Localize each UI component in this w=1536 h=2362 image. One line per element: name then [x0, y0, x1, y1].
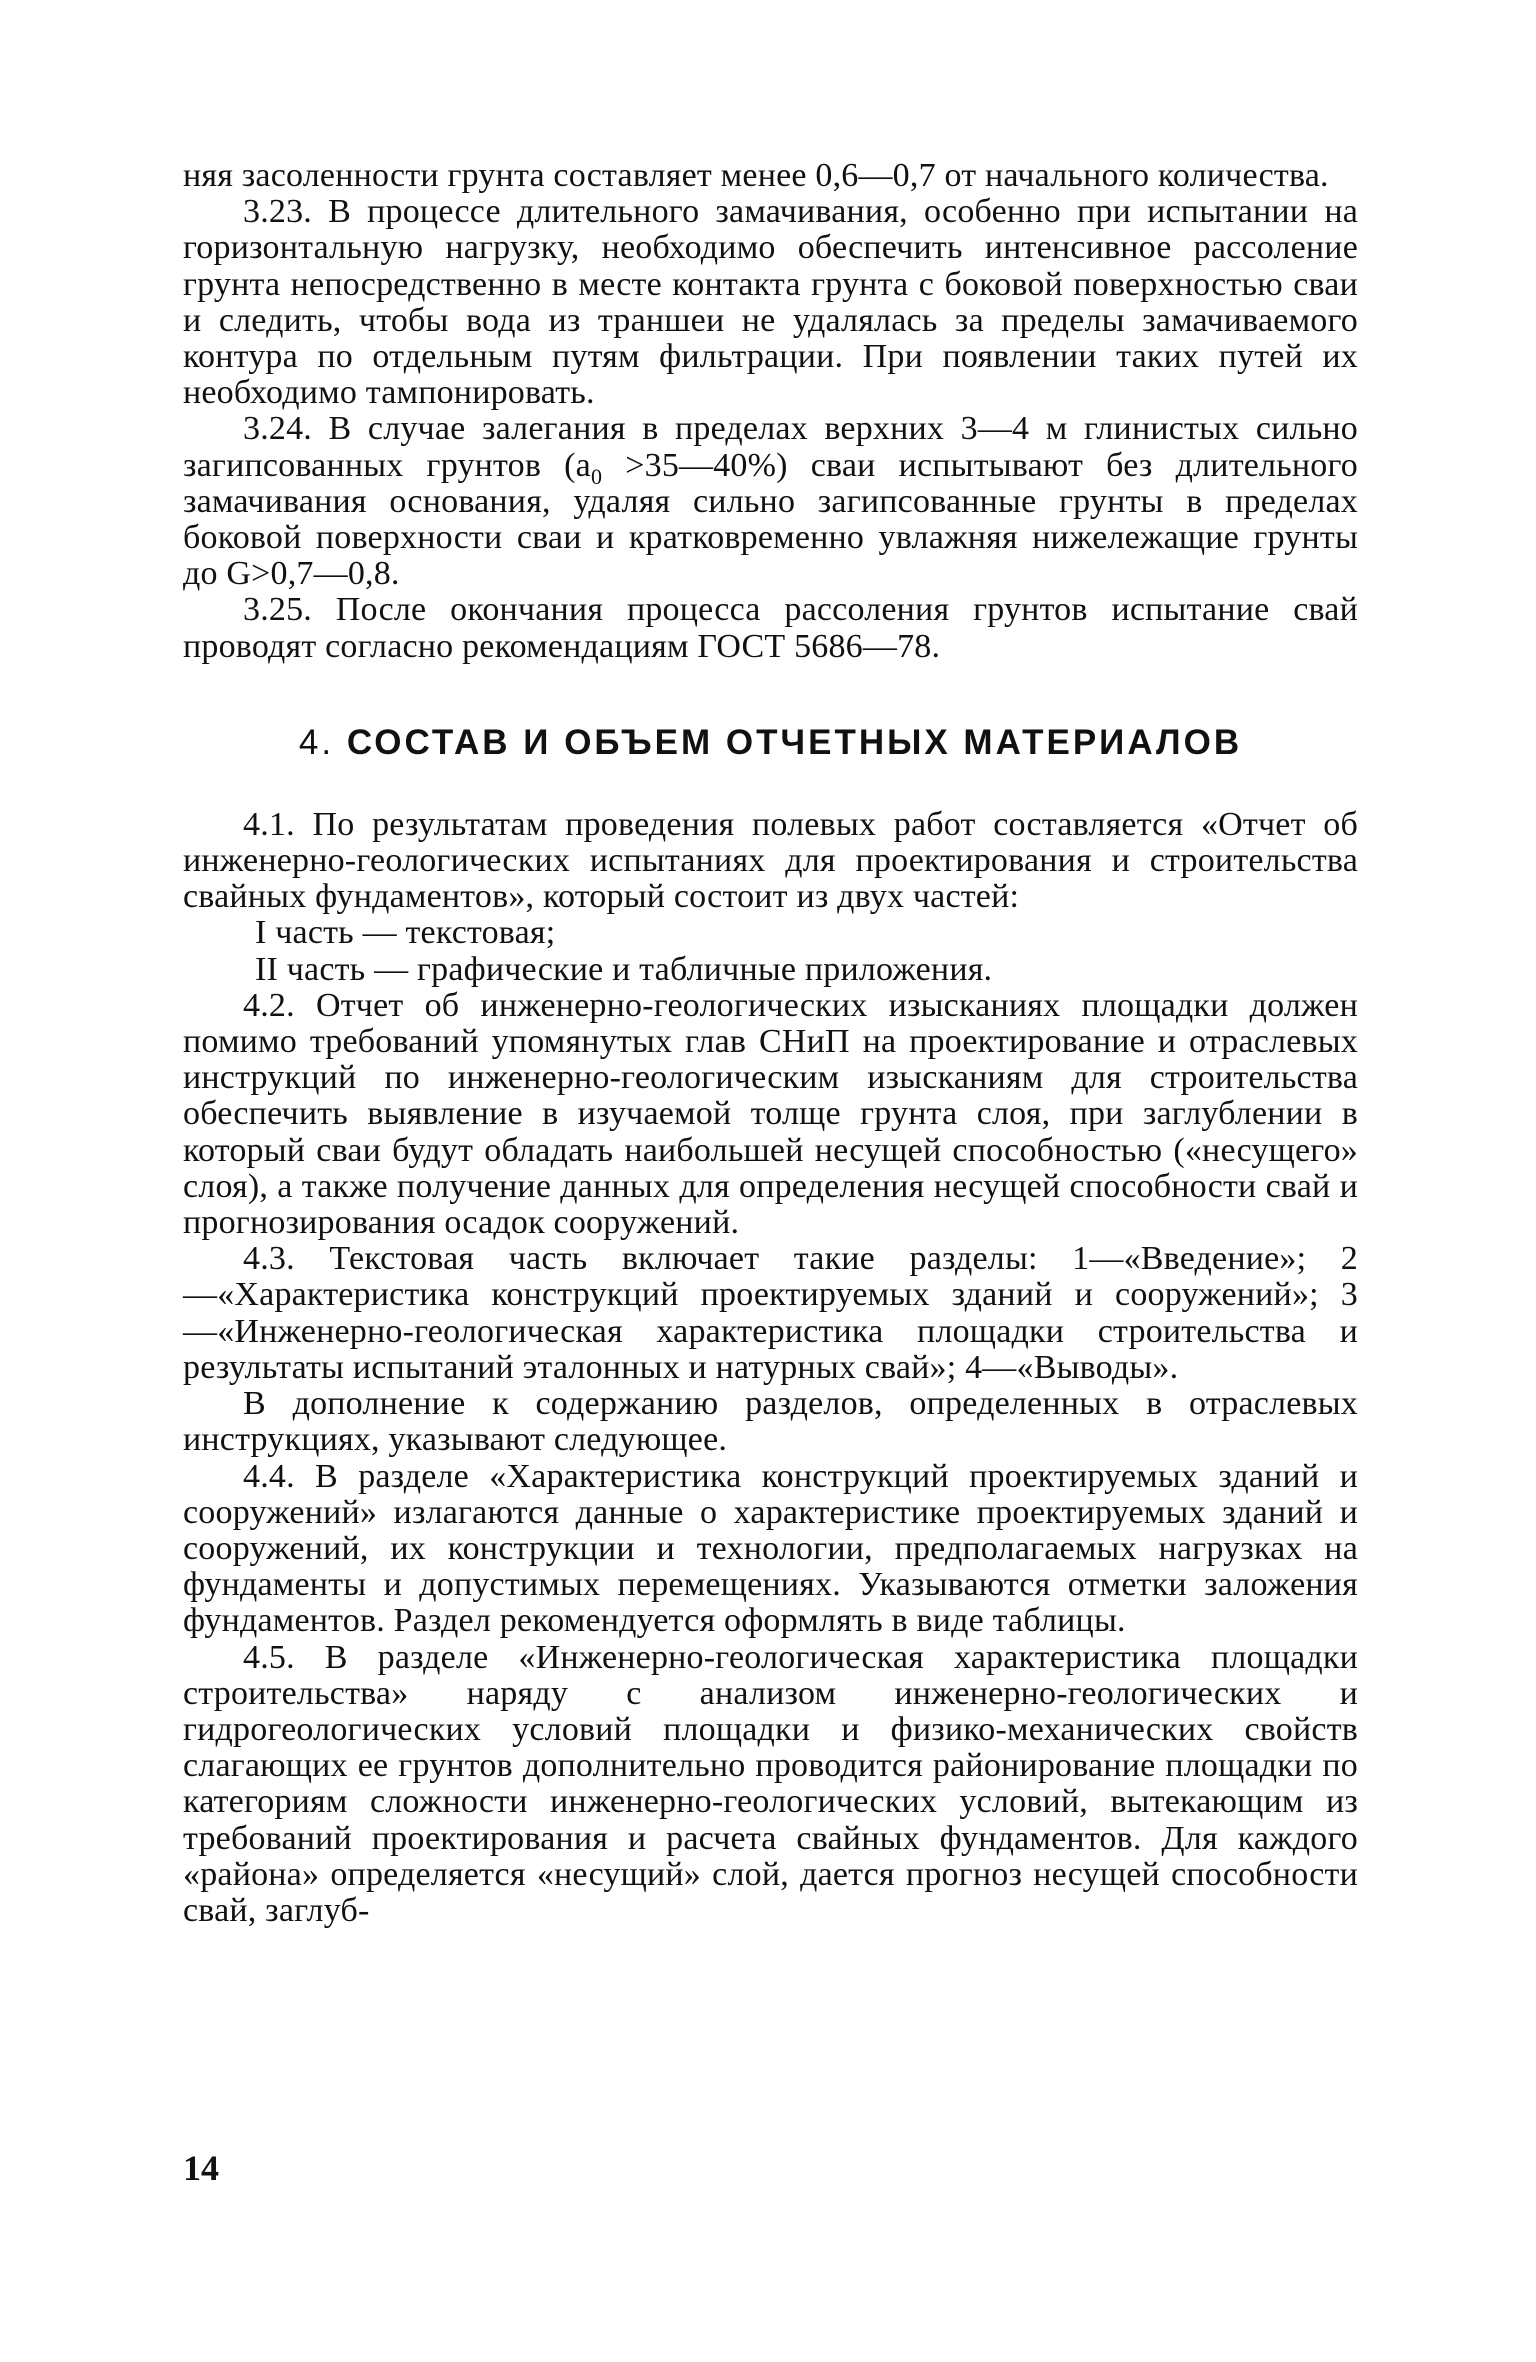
paragraph-3-23: 3.23. В процессе длительного замачивания, особенно при испытании на горизонтальную нагрузку, необходимо обеспечить интенсивное рассоление грунта непосредственно в месте контакта грунта с боковой поверхностью сваи и следить, чтобы вода из траншеи не удалялась за пределы замачиваемого контура по отдельным путям фильтрации. При появлении таких путей их необходимо тампонировать.	[183, 193, 1358, 412]
paragraph-4-2: 4.2. Отчет об инженерно-геологических изысканиях площадки должен помимо требований упомянутых глав СНиП на проектирование и отраслевых инструкций по инженерно-геологическим изысканиям для строительства обеспечить выявление в изучаемой толще грунта слоя, при заглублении в который сваи будут обладать наибольшей несущей способностью («несущего» слоя), а также получение данных для определения несущей способности свай и прогнозирования осадок сооружений.	[183, 986, 1358, 1242]
section-4-number: 4.	[298, 722, 335, 762]
part-2-line: II часть — графические и табличные приложения.	[255, 950, 993, 988]
paragraph-4-4: 4.4. В разделе «Характеристика конструкций проектируемых зданий и сооружений» излагаются данные о характеристике проектируемых зданий и сооружений, их конструкции и технологии, предполагаемых нагрузках на фундаменты и допустимых перемещениях. Указываются отметки заложения фундаментов. Раздел рекомендуется оформлять в виде таблицы.	[183, 1457, 1358, 1640]
part-1-line: I часть — текстовая;	[255, 914, 556, 952]
paragraph-3-24-part-a: 3.24. В случае залегания в пределах верхних 3—4 м глинистых сильно загипсованных грунтов (a	[183, 410, 1358, 484]
paragraph-4-3: 4.3. Текстовая часть включает такие разделы: 1—«Введение»; 2—«Характеристика конструкций проектируемых зданий и сооружений»; 3—«Инженерно-геологическая характеристика площадки строительства и результаты испытаний эталонных и натурных свай»; 4—«Выводы».	[183, 1240, 1358, 1386]
paragraph-continuation: няя засоленности грунта составляет менее 0,6—0,7 от начального количества.	[183, 157, 1329, 194]
page-body	[183, 158, 1358, 1929]
paragraph-3-24	[183, 411, 1358, 592]
paragraph-addition: В дополнение к содержанию разделов, определенных в отраслевых инструкциях, указывают следующее.	[183, 1385, 1358, 1459]
section-4-title: СОСТАВ И ОБЪЕМ ОТЧЕТНЫХ МАТЕРИАЛОВ	[346, 722, 1243, 762]
paragraph-4-1: 4.1. По результатам проведения полевых работ составляется «Отчет об инженерно-геологических испытаниях для проектирования и строительства свайных фундаментов», который состоит из двух частей:	[183, 805, 1358, 916]
paragraph-4-5: 4.5. В разделе «Инженерно-геологическая характеристика площадки строительства» наряду с анализом инженерно-геологических и гидрогеологических условий площадки и физико-механических свойств слагающих ее грунтов дополнительно проводится районирование площадки по категориям сложности инженерно-геологических условий, вытекающим из требований проектирования и расчета свайных фундаментов. Для каждого «района» определяется «несущий» слой, дается прогноз несущей способности свай, заглуб-	[183, 1638, 1358, 1929]
paragraph-3-24-part-b: >35—40%) сваи испытывают без длительного замачивания основания, удаляя сильно загипсованные грунты в пределах боковой поверхности сваи и кратковременно увлажняя нижележащие грунты до G>0,7—0,8.	[183, 446, 1359, 593]
paragraph-3-25: 3.25. После окончания процесса рассоления грунтов испытание свай проводят согласно рекомендациям ГОСТ 5686—78.	[183, 591, 1358, 665]
section-4-heading	[183, 723, 1358, 763]
paragraph-3-24-subscript: 0	[590, 463, 603, 489]
page-number: 14	[183, 2148, 219, 2188]
